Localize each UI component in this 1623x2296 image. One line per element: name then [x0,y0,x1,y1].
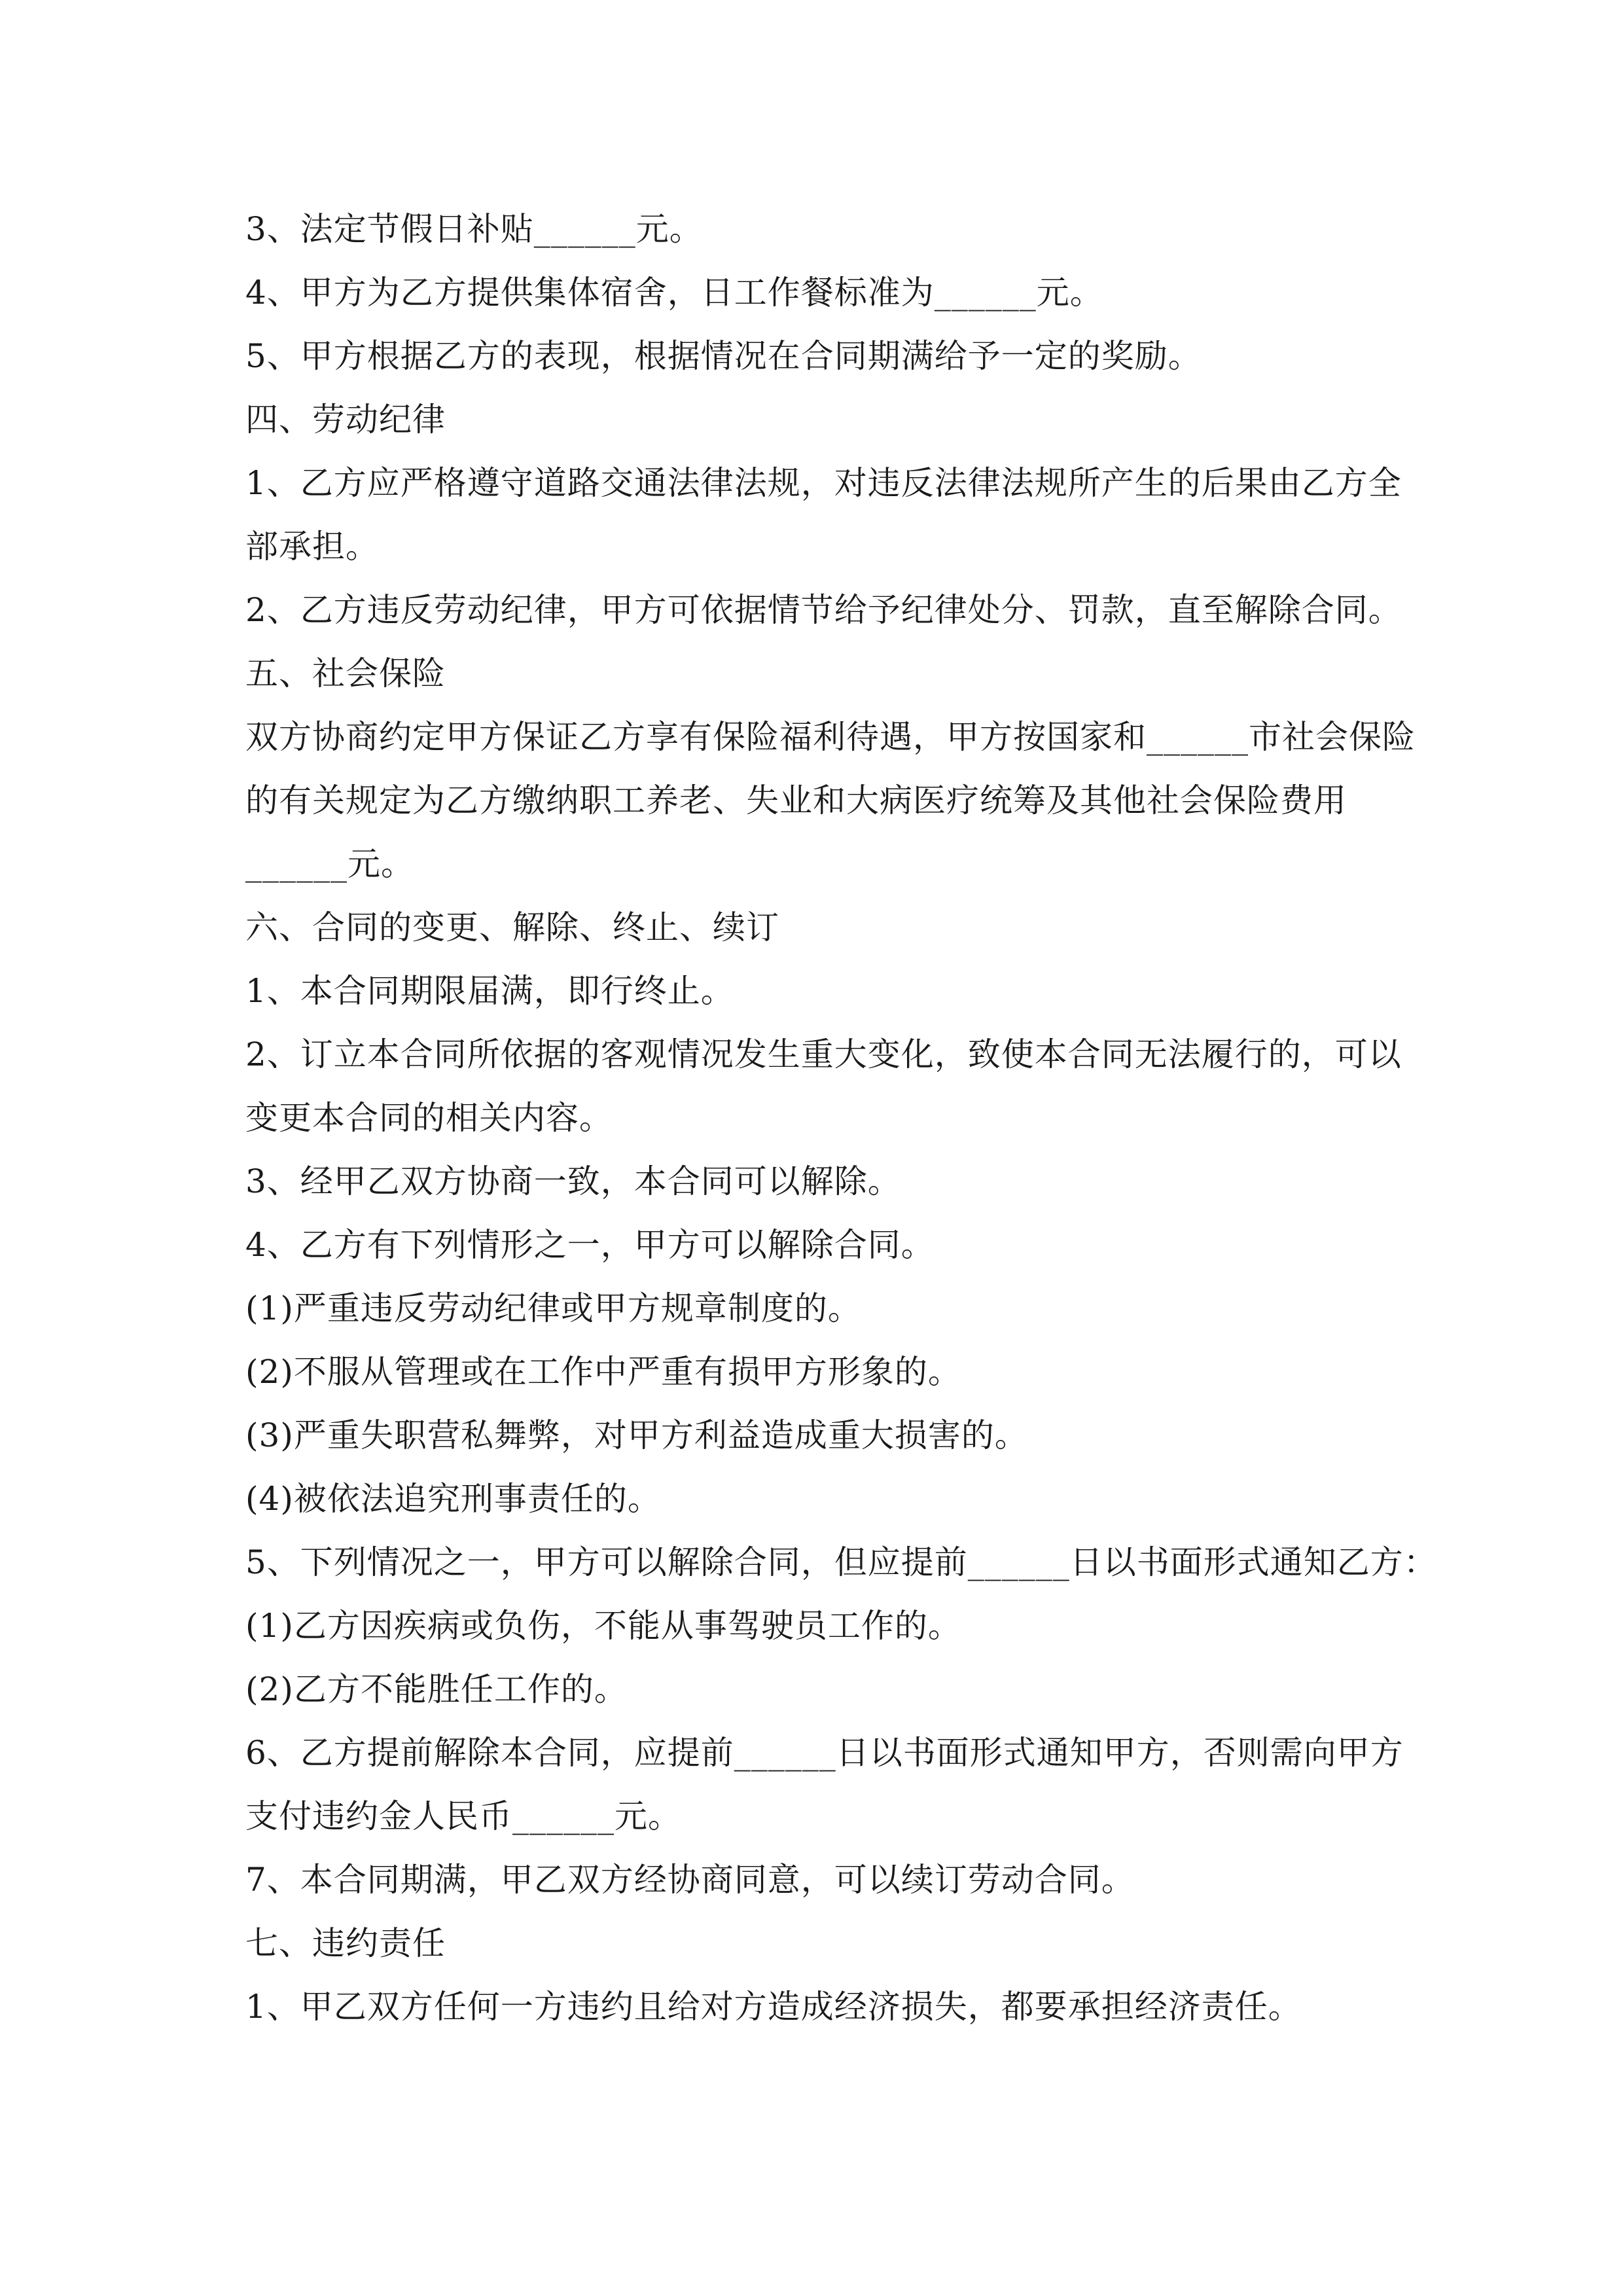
section-heading: 七、违约责任 [245,1924,446,1962]
text-line: 4、甲方为乙方提供集体宿舍，日工作餐标准为______元。 [245,274,1103,312]
text-line: (3)严重失职营私舞弊，对甲方利益造成重大损害的。 [245,1416,1028,1454]
text-line: (4)被依法追究刑事责任的。 [245,1480,661,1518]
text-line: 5、甲方根据乙方的表现，根据情况在合同期满给予一定的奖励。 [245,337,1202,375]
text-line: 支付违约金人民币______元。 [245,1797,681,1835]
text-line: 双方协商约定甲方保证乙方享有保险福利待遇，甲方按国家和______市社会保险 [245,718,1416,756]
text-line: 5、下列情况之一，甲方可以解除合同，但应提前______日以书面形式通知乙方： [245,1543,1437,1581]
text-line: 2、乙方违反劳动纪律，甲方可依据情节给予纪律处分、罚款，直至解除合同。 [245,591,1402,629]
text-line: 3、经甲乙双方协商一致，本合同可以解除。 [245,1162,901,1200]
text-line: 1、本合同期限届满，即行终止。 [245,972,734,1010]
text-line: 的有关规定为乙方缴纳职工养老、失业和大病医疗统筹及其他社会保险费用 [245,781,1347,819]
text-line: 部承担。 [245,528,379,565]
text-line: 变更本合同的相关内容。 [245,1099,613,1137]
section-heading: 五、社会保险 [245,655,446,692]
text-line: 7、本合同期满，甲乙双方经协商同意，可以续订劳动合同。 [245,1861,1135,1899]
text-line: (2)乙方不能胜任工作的。 [245,1670,628,1708]
text-line: 3、法定节假日补贴______元。 [245,210,703,248]
text-line: (1)严重违反劳动纪律或甲方规章制度的。 [245,1289,861,1327]
text-line: 6、乙方提前解除本合同，应提前______日以书面形式通知甲方，否则需向甲方 [245,1734,1404,1772]
section-heading: 六、合同的变更、解除、终止、续订 [245,908,779,946]
text-line: (2)不服从管理或在工作中严重有损甲方形象的。 [245,1353,961,1391]
text-line: 1、甲乙双方任何一方违约且给对方造成经济损失，都要承担经济责任。 [245,1988,1302,2026]
section-heading: 四、劳动纪律 [245,401,446,439]
text-line: ______元。 [245,845,414,883]
text-line: (1)乙方因疾病或负伤，不能从事驾驶员工作的。 [245,1607,961,1645]
text-line: 2、订立本合同所依据的客观情况发生重大变化，致使本合同无法履行的，可以 [245,1035,1402,1073]
text-line: 4、乙方有下列情形之一，甲方可以解除合同。 [245,1226,935,1264]
text-line: 1、乙方应严格遵守道路交通法律法规，对违反法律法规所产生的后果由乙方全 [245,464,1402,502]
